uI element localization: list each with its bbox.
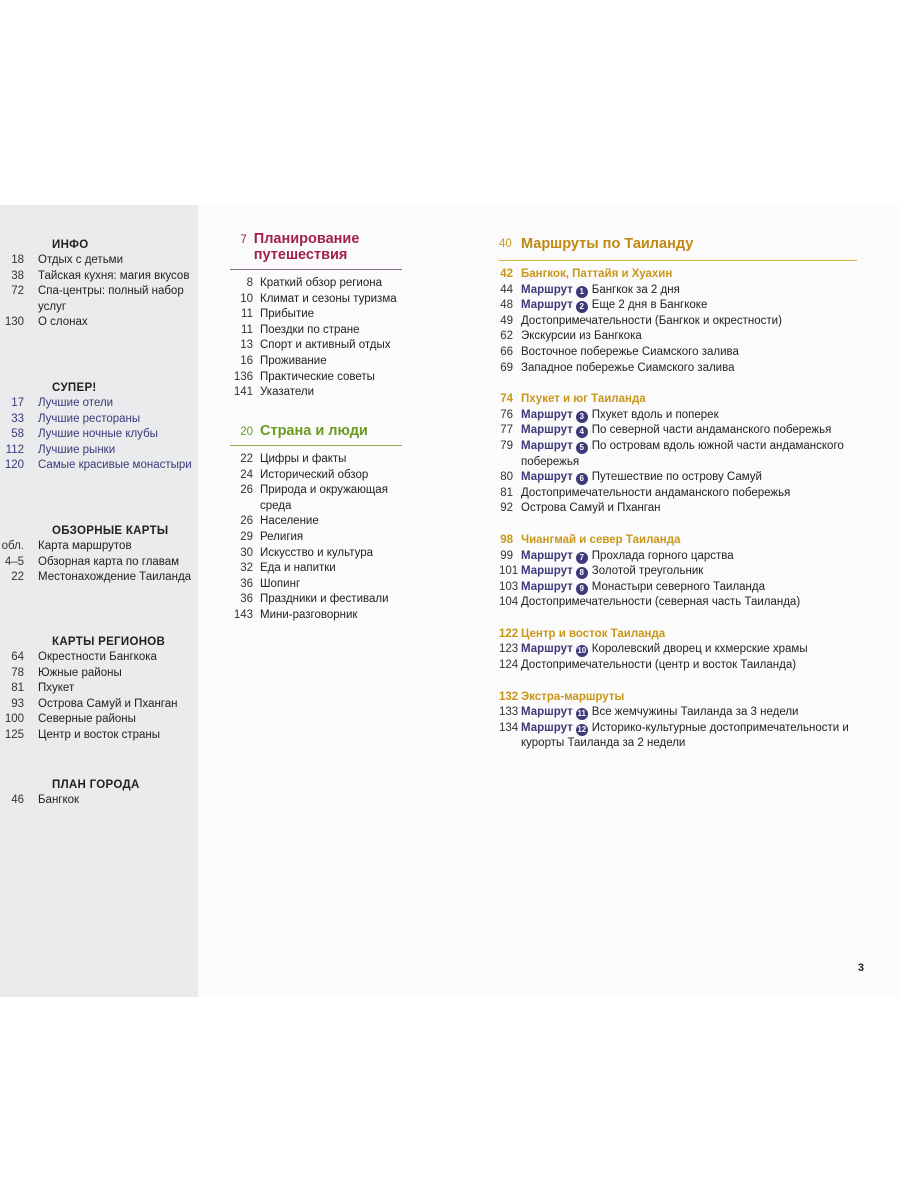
page-number: 3 <box>857 962 864 974</box>
country-list <box>230 452 402 624</box>
route-entry <box>499 705 857 721</box>
entry-title: Бангкок <box>38 794 80 806</box>
route-entry <box>499 314 857 330</box>
entry-page-number: 69 <box>500 361 513 374</box>
entry-page-number: 81 <box>11 682 24 695</box>
route-entry <box>499 283 857 299</box>
route-entry <box>499 439 857 470</box>
entry-page-number: 78 <box>11 666 24 679</box>
entry-page-number: 17 <box>11 397 24 409</box>
routes-subsection <box>499 627 857 674</box>
entry-title: Еда и напитки <box>260 562 336 575</box>
entry-title: Местонахождение Таиланда <box>38 571 192 584</box>
route-entry <box>499 408 857 424</box>
sidebar-entry <box>0 728 198 744</box>
sidebar-section-super <box>0 380 198 474</box>
entry-page-number: 76 <box>500 408 513 421</box>
toc-entry <box>230 354 402 370</box>
entry-page-number: 58 <box>11 428 24 441</box>
entry-page-number: 30 <box>240 546 253 559</box>
entry-page-number: 112 <box>5 443 24 456</box>
toc-entry <box>230 530 402 546</box>
planning-title: Планирование путешествия <box>253 231 360 263</box>
sidebar-section-city-plan <box>0 777 198 809</box>
entry-title: Прибытие <box>260 308 315 321</box>
entry-title: Королевский дворец и кхмерские храмы <box>591 643 808 656</box>
sidebar-section-heading: ИНФО <box>52 239 89 251</box>
entry-title: Окрестности Бангкока <box>38 651 157 663</box>
entry-title: Лучшие отели <box>38 397 114 409</box>
entry-title: Спа-центры: полный набор услуг <box>38 285 184 313</box>
toc-entry <box>230 338 402 354</box>
sidebar-entry <box>0 315 198 331</box>
routes-list <box>499 267 857 752</box>
country-title: Страна и люди <box>260 423 368 439</box>
route-entry-body <box>521 486 857 502</box>
entry-title: Бангкок за 2 дня <box>591 283 680 296</box>
route-entry-body <box>521 470 857 486</box>
entry-title: О слонах <box>38 316 88 329</box>
routes-subsection-heading <box>499 690 857 706</box>
toc-entry <box>230 323 402 339</box>
sidebar-section-heading: ОБЗОРНЫЕ КАРТЫ <box>52 525 169 537</box>
entry-title: Обзорная карта по главам <box>38 555 180 568</box>
sidebar-entry <box>0 666 198 682</box>
entry-title: Лучшие рестораны <box>38 412 141 425</box>
entry-title: Население <box>260 515 319 528</box>
route-entry <box>499 486 857 502</box>
entry-page-number: 141 <box>233 386 253 399</box>
routes-subsection <box>499 392 857 517</box>
entry-title: Историко-культурные достопримечательности и курорты Таиланда за 2 недели <box>521 721 849 750</box>
entry-page-number: 36 <box>240 593 253 606</box>
entry-title: Отдых с детьми <box>38 254 124 266</box>
entry-title: Путешествие по острову Самуй <box>591 471 762 484</box>
entry-title: Достопримечательности (центр и восток Таиланда) <box>521 659 797 672</box>
entry-title: Религия <box>260 530 304 543</box>
entry-page-number: 46 <box>11 794 24 806</box>
entry-title: Мини-разговорник <box>260 608 358 621</box>
route-number-badge: 1 <box>576 286 588 298</box>
entry-page-number: 125 <box>4 728 24 741</box>
entry-title: Центр и восток страны <box>38 728 161 741</box>
country-section <box>230 423 402 624</box>
entry-title: Еще 2 дня в Бангкоке <box>591 299 708 312</box>
entry-page-number: 64 <box>11 651 24 663</box>
route-label: Маршрут <box>521 408 573 421</box>
routes-page-number: 40 <box>499 238 512 250</box>
entry-title: Достопримечательности (Бангкок и окрестности) <box>521 314 782 327</box>
route-number-badge: 12 <box>577 724 587 734</box>
toc-entry <box>230 307 402 323</box>
route-entry <box>499 642 857 658</box>
route-entry-body <box>521 439 857 470</box>
entry-page-number: 66 <box>500 345 513 358</box>
entry-page-number: 11 <box>241 308 253 321</box>
country-heading <box>230 423 402 446</box>
subsection-page-number: 42 <box>500 268 513 280</box>
route-entry-body <box>521 501 857 517</box>
subsection-page-number: 122 <box>499 627 519 640</box>
subsection-page-number: 98 <box>500 533 513 546</box>
sidebar-section-heading: ПЛАН ГОРОДА <box>52 779 140 791</box>
entry-page-number: 26 <box>240 515 253 528</box>
route-entry-body <box>521 705 857 721</box>
entry-page-number: 22 <box>11 571 24 584</box>
routes-subsection <box>499 533 857 611</box>
route-entry-body <box>521 564 857 580</box>
entry-page-number: 77 <box>500 424 513 437</box>
planning-page-number: 7 <box>240 234 247 246</box>
route-label: Маршрут <box>521 549 573 562</box>
entry-page-number: 81 <box>500 486 513 499</box>
entry-page-number: 38 <box>11 269 24 282</box>
entry-title: Самые красивые монастыри <box>38 459 192 472</box>
routes-subsection-heading <box>499 533 857 549</box>
route-entry <box>499 721 857 752</box>
routes-section <box>499 236 857 752</box>
entry-title: По северной части андаманского побережья <box>591 424 832 437</box>
toc-entry <box>230 577 402 593</box>
route-label: Маршрут <box>521 424 573 437</box>
entry-page-number: 24 <box>240 468 253 481</box>
route-entry-body <box>521 361 857 377</box>
route-label: Маршрут <box>521 471 573 484</box>
route-entry <box>499 361 857 377</box>
entry-title: Прохлада горного царства <box>591 549 734 562</box>
route-entry-body <box>521 658 857 674</box>
route-number-badge: 5 <box>576 442 588 454</box>
subsection-title: Бангкок, Паттайя и Хуахин <box>521 268 673 280</box>
toc-entry <box>230 514 402 530</box>
route-entry <box>499 345 857 361</box>
entry-page-number: 120 <box>4 459 24 472</box>
route-label: Маршрут <box>521 706 573 719</box>
entry-page-number: 44 <box>500 283 513 296</box>
entry-page-number: 62 <box>500 330 513 343</box>
entry-title: Спорт и активный отдых <box>260 339 391 352</box>
entry-page-number: 93 <box>11 697 24 710</box>
entry-page-number: 136 <box>233 370 253 383</box>
entry-title: Острова Самуй и Пханган <box>521 502 661 515</box>
subsection-page-number: 74 <box>500 393 513 406</box>
routes-subsection <box>499 267 857 376</box>
sidebar-section-heading: КАРТЫ РЕГИОНОВ <box>52 636 166 648</box>
entry-title: Острова Самуй и Пханган <box>38 697 178 710</box>
route-entry <box>499 423 857 439</box>
route-number-badge: 10 <box>577 646 587 656</box>
entry-page-number: 143 <box>233 608 253 621</box>
toc-entry <box>230 483 402 514</box>
entry-title: Монастыри северного Таиланда <box>591 580 766 593</box>
sidebar-section-heading: СУПЕР! <box>52 382 97 394</box>
entry-title: Пхукет <box>38 682 75 695</box>
entry-page-number: 92 <box>500 502 513 515</box>
entry-page-number: 79 <box>500 439 513 452</box>
toc-page <box>0 205 900 997</box>
route-entry-body <box>521 423 857 439</box>
sidebar-section-overview-maps <box>0 523 198 586</box>
entry-title: Золотой треугольник <box>591 565 704 578</box>
sidebar-entry <box>0 681 198 697</box>
entry-page-number: 133 <box>499 706 519 719</box>
sidebar-section-region-maps <box>0 634 198 744</box>
toc-entry <box>230 468 402 484</box>
entry-title: Пхукет вдоль и поперек <box>591 408 719 421</box>
entry-title: Западное побережье Сиамского залива <box>521 361 735 374</box>
toc-entry <box>230 592 402 608</box>
entry-title: Шопинг <box>260 577 301 590</box>
entry-title: Экскурсии из Бангкока <box>521 330 642 343</box>
sidebar-entry <box>0 412 198 428</box>
entry-page-number: 48 <box>500 299 513 312</box>
entry-page-number: 29 <box>240 530 253 543</box>
sidebar-entry <box>0 427 198 443</box>
route-number-badge: 2 <box>576 301 588 313</box>
sidebar-panel <box>0 205 198 997</box>
subsection-title: Экстра-маршруты <box>521 690 625 703</box>
entry-page-number: 134 <box>499 721 519 734</box>
route-entry <box>499 564 857 580</box>
route-entry-body <box>521 329 857 345</box>
entry-title: Достопримечательности (северная часть Таиланда) <box>521 596 801 609</box>
route-entry-body <box>521 408 857 424</box>
route-label: Маршрут <box>521 565 573 578</box>
sidebar-entry <box>0 396 198 412</box>
entry-page-number: 99 <box>500 549 513 562</box>
routes-title: Маршруты по Таиланду <box>521 236 694 252</box>
entry-title: Все жемчужины Таиланда за 3 недели <box>591 706 799 719</box>
toc-entry <box>230 561 402 577</box>
planning-heading <box>230 231 402 270</box>
route-entry-body <box>521 283 857 299</box>
routes-subsection-heading <box>499 392 857 408</box>
sidebar-entry <box>0 555 198 571</box>
entry-page-number: 22 <box>240 453 253 465</box>
sidebar-entry <box>0 539 198 555</box>
entry-page-number: 16 <box>240 354 253 367</box>
routes-heading <box>499 236 857 261</box>
entry-page-number: 130 <box>4 316 24 329</box>
entry-page-number: 72 <box>11 285 24 298</box>
entry-page-number: 11 <box>241 323 253 336</box>
subsection-title: Пхукет и юг Таиланда <box>521 393 646 406</box>
entry-page-number: обл. <box>1 540 24 552</box>
sidebar-entry <box>0 253 198 269</box>
route-entry-body <box>521 595 857 611</box>
route-entry <box>499 329 857 345</box>
entry-page-number: 49 <box>500 314 513 327</box>
route-label: Маршрут <box>521 299 573 312</box>
entry-page-number: 33 <box>11 412 24 425</box>
route-entry-body <box>521 298 857 314</box>
route-entry <box>499 470 857 486</box>
sidebar-section-info <box>0 237 198 331</box>
toc-entry <box>230 608 402 624</box>
entry-title: Цифры и факты <box>260 453 347 465</box>
route-label: Маршрут <box>521 643 573 656</box>
entry-title: Искусство и культура <box>260 546 374 559</box>
entry-page-number: 103 <box>499 580 519 593</box>
entry-page-number: 101 <box>499 565 519 578</box>
entry-page-number: 104 <box>499 596 519 609</box>
toc-entry <box>230 276 402 292</box>
route-entry-body <box>521 314 857 330</box>
route-entry-body <box>521 721 857 752</box>
sidebar-entry <box>0 269 198 285</box>
entry-title: По островам вдоль южной части андаманского побережья <box>521 439 844 468</box>
route-entry <box>499 595 857 611</box>
entry-page-number: 123 <box>499 643 519 656</box>
entry-page-number: 8 <box>246 277 253 289</box>
route-entry-body <box>521 580 857 596</box>
planning-list <box>230 276 402 401</box>
entry-title: Практические советы <box>260 370 375 383</box>
route-entry <box>499 501 857 517</box>
route-entry <box>499 658 857 674</box>
route-label: Маршрут <box>521 439 573 452</box>
subsection-title: Чиангмай и север Таиланда <box>521 533 681 546</box>
toc-entry <box>230 370 402 386</box>
route-entry <box>499 580 857 596</box>
route-entry <box>499 549 857 565</box>
entry-title: Указатели <box>260 386 315 399</box>
sidebar-entry <box>0 570 198 586</box>
route-number-badge: 7 <box>576 552 588 564</box>
entry-page-number: 124 <box>499 659 519 672</box>
entry-page-number: 36 <box>240 577 253 590</box>
route-number-badge: 4 <box>576 426 588 438</box>
routes-subsection <box>499 690 857 752</box>
entry-page-number: 13 <box>240 339 253 352</box>
entry-title: Лучшие рынки <box>38 443 116 456</box>
entry-title: Лучшие ночные клубы <box>38 428 158 441</box>
route-label: Маршрут <box>521 580 573 593</box>
entry-title: Праздники и фестивали <box>260 593 389 606</box>
subsection-page-number: 132 <box>499 690 519 703</box>
entry-title: Проживание <box>260 354 327 367</box>
entry-title: Достопримечательности андаманского побережья <box>521 486 791 499</box>
sidebar-entry <box>0 458 198 474</box>
sidebar-entry <box>0 697 198 713</box>
sidebar-entry <box>0 712 198 728</box>
entry-page-number: 26 <box>240 484 253 497</box>
routes-subsection-heading <box>499 267 857 283</box>
route-number-badge: 3 <box>576 411 588 423</box>
entry-page-number: 80 <box>500 471 513 484</box>
route-entry-body <box>521 345 857 361</box>
entry-page-number: 4–5 <box>4 555 24 568</box>
entry-page-number: 18 <box>11 254 24 266</box>
route-label: Маршрут <box>521 283 573 296</box>
sidebar-entry <box>0 793 198 809</box>
sidebar-entry <box>0 650 198 666</box>
entry-title: Тайская кухня: магия вкусов <box>38 269 190 282</box>
entry-page-number: 32 <box>240 562 253 575</box>
entry-title: Восточное побережье Сиамского залива <box>521 345 739 358</box>
route-entry <box>499 298 857 314</box>
sidebar-entry <box>0 443 198 459</box>
entry-title: Климат и сезоны туризма <box>260 292 397 305</box>
entry-title: Поездки по стране <box>260 323 360 336</box>
entry-title: Северные районы <box>38 713 136 726</box>
entry-title: Карта маршрутов <box>38 540 132 552</box>
entry-title: Краткий обзор региона <box>260 277 382 289</box>
route-number-badge: 11 <box>577 709 587 719</box>
entry-title: Исторический обзор <box>260 468 369 481</box>
toc-entry <box>230 546 402 562</box>
route-entry-body <box>521 549 857 565</box>
route-number-badge: 9 <box>576 583 588 595</box>
entry-title: Природа и окружающая среда <box>260 484 388 512</box>
entry-page-number: 100 <box>4 713 24 726</box>
subsection-title: Центр и восток Таиланда <box>521 627 666 640</box>
planning-section <box>230 231 402 401</box>
toc-entry <box>230 385 402 401</box>
sidebar-entry <box>0 284 198 315</box>
route-number-badge: 8 <box>576 567 588 579</box>
route-number-badge: 6 <box>576 473 588 485</box>
toc-entry <box>230 452 402 468</box>
entry-page-number: 10 <box>240 292 253 305</box>
toc-entry <box>230 292 402 308</box>
routes-subsection-heading <box>499 627 857 643</box>
route-entry-body <box>521 642 857 658</box>
country-page-number: 20 <box>240 426 253 438</box>
route-label: Маршрут <box>521 721 573 734</box>
entry-title: Южные районы <box>38 666 122 679</box>
